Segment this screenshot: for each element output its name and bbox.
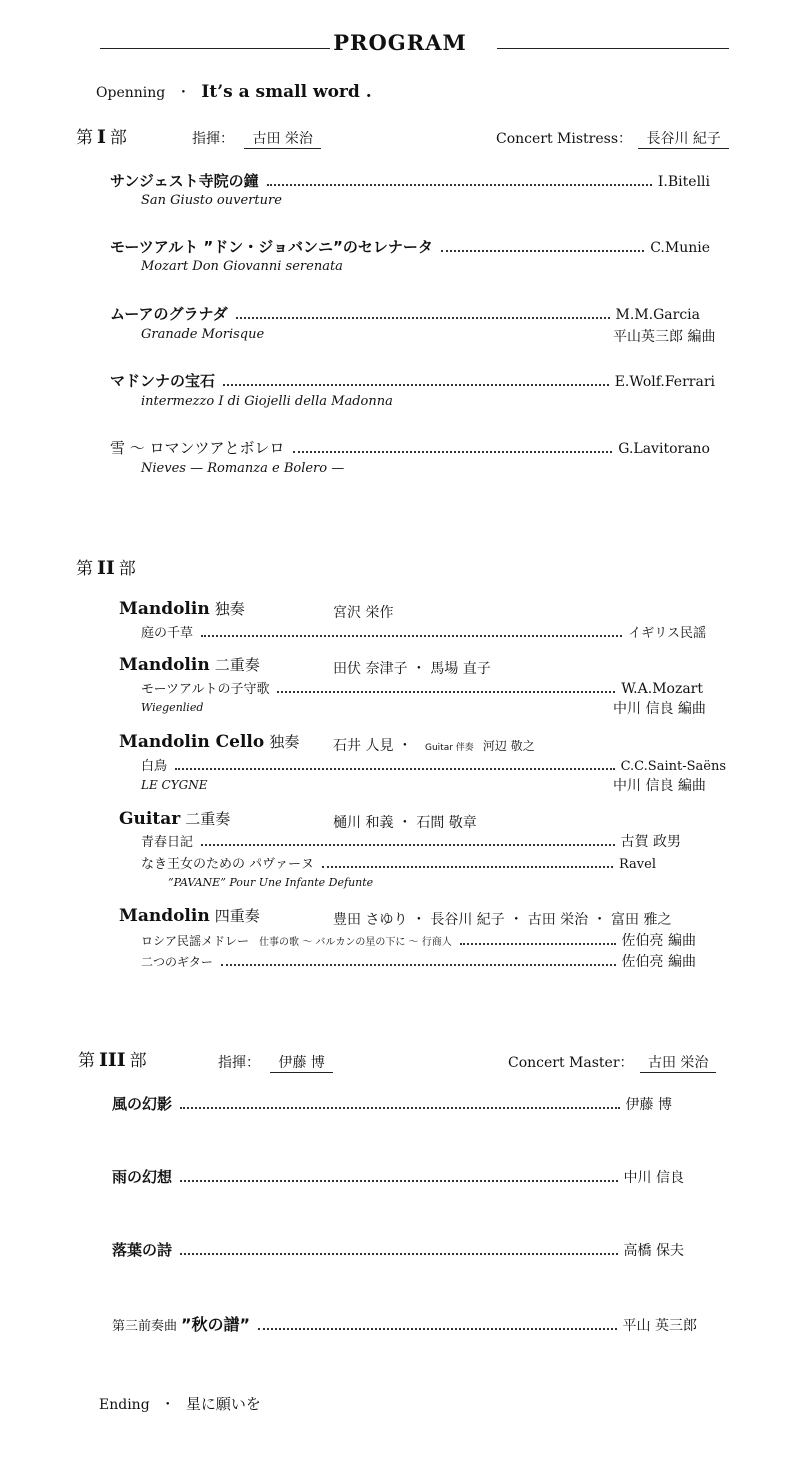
ensemble-instrument: Mandolin Cello	[119, 732, 265, 752]
piece-composer: 佐伯亮 編曲	[621, 954, 696, 970]
part2-heading	[76, 554, 136, 579]
ensemble-heading	[119, 808, 230, 829]
leader-dots	[221, 964, 616, 966]
program-item	[112, 1093, 672, 1114]
part3-master-name: 古田 栄治	[640, 1055, 716, 1073]
leader-dots	[201, 635, 622, 637]
program-item	[110, 437, 710, 458]
leader-dots	[293, 451, 613, 453]
piece-title: 庭の千草	[141, 626, 194, 641]
ensemble-type: 独奏	[269, 733, 300, 751]
piece-composer: Ravel	[618, 857, 656, 872]
piece-title: 白鳥	[141, 759, 168, 774]
leader-dots	[223, 384, 609, 386]
program-item	[141, 853, 656, 872]
piece-arranger: 中川 信良 編曲	[613, 778, 706, 794]
piece-composer: 古賀 政男	[620, 834, 681, 850]
leader-dots	[236, 317, 610, 319]
leader-dots	[322, 866, 613, 868]
leader-dots	[258, 1328, 616, 1330]
program-item	[110, 170, 710, 191]
piece-title: モーツアルト ”ドン・ジョバンニ”のセレナータ	[110, 238, 433, 256]
part1-conductor-label: 指揮：	[192, 131, 234, 147]
piece-arranger: 平山英三郎 編曲	[613, 329, 716, 345]
piece-composer: 伊藤 博	[625, 1097, 672, 1113]
program-item	[110, 236, 710, 257]
opening-title: It’s a small word .	[201, 82, 372, 102]
ending	[99, 1393, 261, 1414]
ensemble-type: 独奏	[214, 600, 245, 618]
piece-composer: C.C.Saint-Saëns	[620, 759, 726, 774]
part1-num: I	[97, 126, 106, 148]
part2-prefix: 第	[76, 559, 93, 579]
piece-title: 落葉の詩	[112, 1241, 173, 1259]
program-item	[141, 831, 681, 851]
accompaniment-label: Guitar 伴奏	[425, 743, 474, 753]
piece-title: ”秋の譜”	[181, 1315, 251, 1334]
piece-composer: 平山 英三郎	[622, 1318, 697, 1334]
leader-dots	[441, 250, 644, 252]
part1-mistress	[496, 128, 729, 148]
piece-title: マドンナの宝石	[110, 372, 216, 390]
part3-conductor-name: 伊藤 博	[270, 1055, 332, 1073]
ensemble-instrument: Mandolin	[119, 906, 210, 926]
leader-dots	[180, 1107, 620, 1109]
program-item	[141, 755, 726, 774]
piece-composer: E.Wolf.Ferrari	[614, 374, 715, 390]
program-item	[110, 303, 700, 324]
ensemble-players: 樋川 和義 ・ 石間 敬章	[333, 815, 477, 831]
opening-label: Openning	[96, 85, 166, 101]
part2-num: II	[97, 557, 115, 579]
piece-title: ロシア民謡メドレー	[141, 934, 250, 948]
program-item	[112, 1239, 684, 1260]
piece-subtitle: Wiegenlied	[141, 701, 204, 714]
piece-title: なき王女のための パヴァーヌ	[141, 857, 315, 872]
part1-suffix: 部	[109, 128, 127, 148]
part1-heading	[76, 123, 127, 148]
piece-composer: 佐伯亮 編曲	[621, 933, 696, 949]
part1-mistress-name: 長谷川 紀子	[638, 131, 728, 149]
ensemble-type: 二重奏	[185, 810, 231, 828]
part3-num: III	[99, 1049, 126, 1071]
piece-subtitle: ”PAVANE” Pour Une Infante Defunte	[168, 876, 374, 889]
ensemble-instrument: Guitar	[119, 809, 181, 829]
piece-composer: 高橋 保夫	[623, 1243, 684, 1259]
piece-note: 仕事の歌 ～ バルカンの星の下に ～ 行商人	[259, 937, 452, 948]
leader-dots	[460, 943, 616, 945]
program-item	[112, 1312, 697, 1335]
ensemble-type: 二重奏	[214, 656, 260, 674]
piece-composer: C.Munie	[650, 240, 710, 256]
piece-subtitle: intermezzo I di Giojelli della Madonna	[141, 394, 393, 409]
piece-title: 風の幻影	[112, 1095, 173, 1113]
opening	[96, 82, 372, 102]
part3-prefix: 第	[78, 1051, 95, 1071]
ensemble-instrument: Mandolin	[119, 655, 210, 675]
piece-title: サンジェスト寺院の鐘	[110, 172, 259, 190]
program-item	[110, 370, 715, 391]
leader-dots	[180, 1253, 618, 1255]
ending-sep: ・	[160, 1397, 175, 1413]
part2-suffix: 部	[118, 559, 136, 579]
leader-dots	[175, 768, 615, 770]
piece-composer: イギリス民謡	[628, 626, 706, 641]
ensemble-players: 田伏 奈津子 ・ 馬場 直子	[333, 661, 491, 677]
program-item	[112, 1166, 684, 1187]
piece-title: 二つのギター	[141, 955, 213, 969]
leader-dots	[180, 1180, 618, 1182]
part3-master	[508, 1052, 716, 1072]
part1-conductor	[192, 128, 321, 148]
piece-composer: M.M.Garcia	[615, 307, 700, 323]
part3-heading	[78, 1046, 147, 1071]
piece-subtitle: Mozart Don Giovanni serenata	[141, 259, 343, 274]
piece-composer: I.Bitelli	[657, 174, 710, 190]
piece-composer: G.Lavitorano	[618, 441, 710, 457]
piece-title: 青春日記	[141, 835, 194, 850]
piece-prefix: 第三前奏曲	[112, 1319, 178, 1334]
piece-composer: W.A.Mozart	[621, 681, 703, 697]
page-title: PROGRAM	[333, 30, 467, 55]
opening-sep: ・	[176, 85, 191, 101]
ending-label: Ending	[99, 1397, 150, 1413]
part1-prefix: 第	[76, 128, 93, 148]
piece-title: ムーアのグラナダ	[110, 305, 228, 323]
piece-composer: 中川 信良	[623, 1170, 684, 1186]
part3-master-label: Concert Master：	[508, 1055, 634, 1071]
piece-title: モーツアルトの子守歌	[141, 682, 270, 697]
ensemble-heading	[119, 598, 245, 619]
piece-subtitle: LE CYGNE	[141, 778, 208, 792]
part1-conductor-name: 古田 栄治	[244, 131, 320, 149]
part3-suffix: 部	[129, 1051, 147, 1071]
leader-dots	[277, 691, 615, 693]
ensemble-type: 四重奏	[214, 907, 260, 925]
part3-conductor-label: 指揮：	[218, 1055, 260, 1071]
program-item	[141, 678, 703, 697]
accompaniment-name: 河辺 敬之	[482, 739, 535, 753]
ensemble-heading	[119, 905, 260, 926]
piece-subtitle: Nieves — Romanza e Bolero —	[141, 461, 345, 476]
leader-dots	[201, 844, 615, 846]
program-item	[141, 622, 706, 641]
piece-title: 雨の幻想	[112, 1168, 173, 1186]
piece-title: 雪 ～ ロマンツアとボレロ	[110, 439, 285, 457]
program-item	[141, 951, 696, 971]
ensemble-players: 豊田 さゆり ・ 長谷川 紀子 ・ 古田 栄治 ・ 富田 雅之	[333, 912, 672, 928]
ensemble-heading	[119, 654, 260, 675]
leader-dots	[267, 184, 652, 186]
ensemble-players: 宮沢 栄作	[333, 605, 394, 621]
piece-subtitle: San Giusto ouverture	[141, 193, 282, 208]
part3-conductor	[218, 1052, 333, 1072]
ensemble-instrument: Mandolin	[119, 599, 210, 619]
part1-mistress-label: Concert Mistress：	[496, 131, 633, 147]
piece-subtitle: Granade Morisque	[141, 327, 265, 342]
program-item	[141, 930, 696, 950]
ensemble-players-main: 石井 人見 ・	[333, 738, 412, 754]
ending-title: 星に願いを	[185, 1395, 261, 1413]
ensemble-players	[333, 735, 535, 755]
piece-arranger: 中川 信良 編曲	[613, 701, 706, 717]
ensemble-heading	[119, 731, 299, 752]
header-rule-right	[497, 48, 729, 49]
